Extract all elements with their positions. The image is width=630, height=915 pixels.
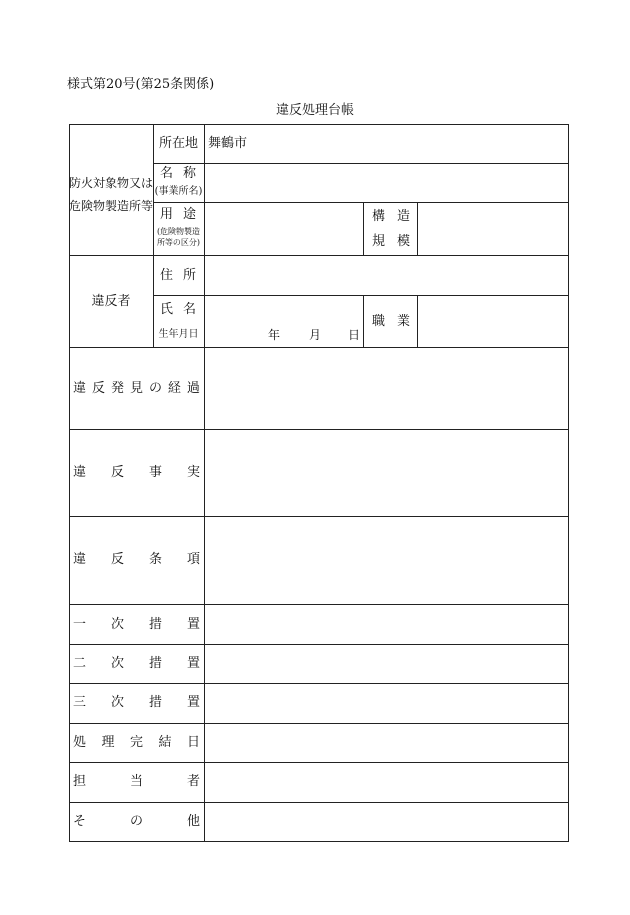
completion-char: 理: [101, 735, 115, 750]
person-in-charge-label: [73, 774, 200, 790]
facts-char: 事: [148, 465, 162, 480]
col-line: [363, 295, 364, 348]
address-label: [160, 268, 196, 284]
discovery-char: 経: [167, 381, 181, 396]
completion-char: 処: [73, 735, 87, 750]
person-in-charge-char: 当: [129, 774, 143, 789]
use-char: 途: [182, 207, 196, 222]
measure-3-char: 置: [186, 695, 200, 710]
occupation-char: 職: [372, 314, 386, 329]
structure-label: [372, 209, 410, 225]
document-title: 違反処理台帳: [275, 103, 354, 118]
facts-label: [73, 465, 200, 481]
other-char: の: [129, 814, 143, 829]
table-border-bottom: [69, 841, 569, 842]
scale-char: 模: [396, 234, 410, 249]
measure-2-label: [73, 656, 200, 672]
birth-day-unit: 日: [348, 328, 361, 342]
facility-name-value[interactable]: [205, 164, 568, 202]
address-value[interactable]: [205, 256, 568, 295]
measure-1-char: 一: [73, 617, 87, 632]
discovery-char: 発: [110, 381, 124, 396]
scale-label: [372, 234, 410, 250]
use-value[interactable]: [205, 203, 363, 255]
clauses-char: 項: [186, 552, 200, 567]
measure-1-char: 措: [148, 617, 162, 632]
clauses-value[interactable]: [205, 517, 568, 604]
measure-2-char: 措: [148, 656, 162, 671]
table-border-top: [69, 124, 569, 125]
measure-3-char: 措: [148, 695, 162, 710]
facts-char: 違: [73, 465, 87, 480]
person-in-charge-char: 担: [73, 774, 87, 789]
measure-2-value[interactable]: [205, 645, 568, 683]
measure-3-char: 三: [73, 695, 87, 710]
clauses-char: 違: [73, 552, 87, 567]
structure-scale-value[interactable]: [418, 203, 568, 255]
discovery-char: 反: [91, 381, 105, 396]
birth-month-unit: 月: [309, 328, 322, 342]
use-sublabel: [153, 226, 204, 248]
violator-group-label: 違反者: [91, 294, 131, 309]
discovery-char: の: [148, 381, 162, 396]
birth-year-unit: 年: [268, 328, 281, 342]
completion-char: 日: [186, 735, 200, 750]
target-group-line-2: 危険物製造所等: [69, 199, 154, 213]
person-name-char: 名: [182, 302, 196, 317]
measure-1-value[interactable]: [205, 605, 568, 644]
clauses-char: 条: [148, 552, 162, 567]
occupation-value[interactable]: [418, 296, 568, 347]
completion-label: [73, 735, 200, 751]
use-label: [160, 207, 196, 223]
completion-char: 完: [129, 735, 143, 750]
address-char: 所: [182, 268, 196, 283]
clauses-label: [73, 552, 200, 568]
occupation-label: [372, 314, 410, 330]
measure-1-char: 置: [186, 617, 200, 632]
form-number: 様式第20号(第25条関係): [67, 77, 215, 92]
measure-2-char: 二: [73, 656, 87, 671]
col-line: [363, 202, 364, 256]
use-sub-line-1: (危険物製造: [156, 227, 201, 236]
use-sub-line-2: 所等の区分): [156, 238, 201, 247]
address-char: 住: [160, 268, 174, 283]
completion-char: 結: [158, 735, 172, 750]
discovery-char: 見: [129, 381, 143, 396]
clauses-char: 反: [110, 552, 124, 567]
measure-2-char: 置: [186, 656, 200, 671]
person-in-charge-char: 者: [186, 774, 200, 789]
facility-name-char: 名: [160, 166, 174, 181]
measure-3-label: [73, 695, 200, 711]
measure-2-char: 次: [110, 656, 124, 671]
discovery-char: 過: [186, 381, 200, 396]
person-name-label: [160, 302, 196, 318]
scale-char: 規: [372, 234, 386, 249]
discovery-value[interactable]: [205, 348, 568, 429]
completion-value[interactable]: [205, 724, 568, 762]
discovery-label: [73, 381, 200, 397]
facility-name-sublabel: (事業所名): [154, 186, 203, 197]
person-name-value[interactable]: [205, 296, 363, 324]
structure-char: 造: [396, 209, 410, 224]
location-label: 所在地: [158, 136, 198, 151]
table-border-right: [568, 124, 569, 842]
other-char: そ: [73, 814, 87, 829]
person-in-charge-value[interactable]: [205, 763, 568, 802]
measure-1-label: [73, 617, 200, 633]
facts-value[interactable]: [205, 430, 568, 516]
facility-name-label: [160, 166, 196, 182]
facts-char: 反: [110, 465, 124, 480]
measure-3-char: 次: [110, 695, 124, 710]
discovery-char: 違: [73, 381, 87, 396]
table-border-left: [69, 124, 70, 842]
facts-char: 実: [186, 465, 200, 480]
structure-char: 構: [372, 209, 386, 224]
other-label: [73, 814, 200, 830]
target-group-label: [69, 172, 153, 218]
measure-1-char: 次: [110, 617, 124, 632]
measure-3-value[interactable]: [205, 684, 568, 723]
person-name-char: 氏: [160, 302, 174, 317]
other-value[interactable]: [205, 803, 568, 841]
occupation-char: 業: [396, 314, 410, 329]
facility-name-char: 称: [182, 166, 196, 181]
birth-date-label: 生年月日: [158, 329, 199, 340]
target-group-line-1: 防火対象物又は: [69, 176, 154, 190]
use-char: 用: [160, 207, 174, 222]
location-value[interactable]: 舞鶴市: [208, 136, 248, 151]
other-char: 他: [186, 814, 200, 829]
